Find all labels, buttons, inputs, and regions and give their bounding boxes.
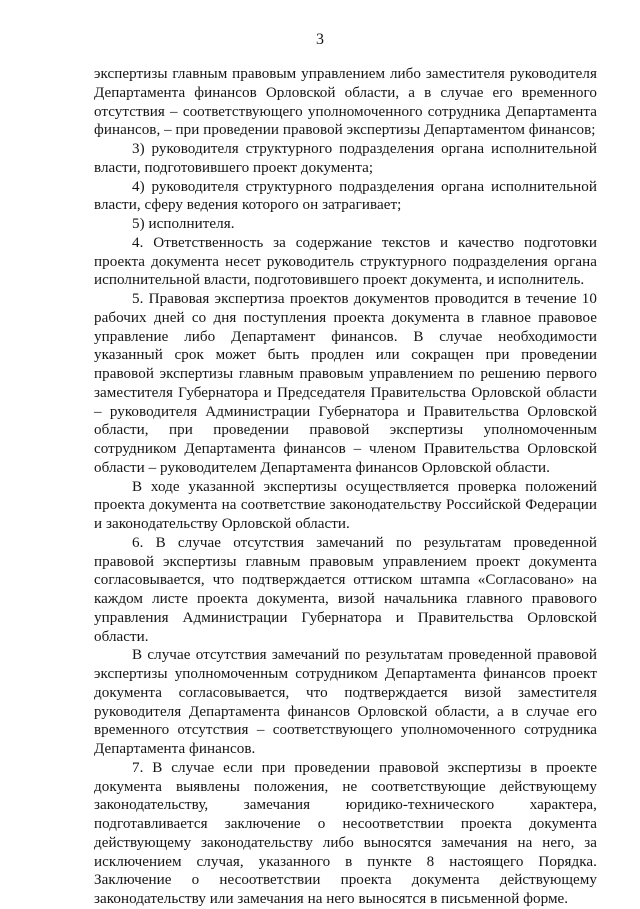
paragraph-section-6-finance: В случае отсутствия замечаний по результатам проведенной правовой экспертизы уполномоченным сотрудником Департамента финансов проект документа согласовывается, что подтверждается визой заместителя руководителя Департамента финансов Орловской области, а в случае его временного отсутствия – соответствующего уполномоченного сотрудника Департамента финансов.	[94, 647, 597, 757]
paragraph-item-5: 5) исполнителя.	[132, 216, 235, 232]
page-number: 3	[316, 31, 324, 48]
paragraph-continuation: экспертизы главным правовым управлением либо заместителя руководителя Департамента финансов Орловской области, а в случае его временного отсутствия – соответствующего уполномоченного сотрудника Департамента финансов, – при проведении правовой экспертизы Департаментом финансов;	[94, 66, 597, 139]
paragraph-section-4: 4. Ответственность за содержание текстов и качество подготовки проекта документа несет руководитель структурного подразделения органа исполнительной власти, подготовившего проект документа, и исполнитель.	[94, 234, 597, 289]
paragraph-item-3: 3) руководителя структурного подразделения органа исполнительной власти, подготовившего проект документа;	[94, 141, 597, 176]
document-body	[94, 65, 597, 909]
paragraph-section-5: 5. Правовая экспертиза проектов документов проводится в течение 10 рабочих дней со дня поступления проекта документа в главное правовое управление либо Департамент финансов. В случае необходимости указанный срок может быть продлен или сокращен при проведении правовой экспертизы главным правовым управлением по решению первого заместителя Губернатора и Председателя Правительства Орловской области – руководителя Администрации Губернатора и Правительства Орловской области, при проведении правовой экспертизы уполномоченным сотрудником Департамента финансов – членом Правительства Орловской области – руководителем Департамента финансов Орловской области.	[94, 291, 597, 476]
paragraph-section-5-note: В ходе указанной экспертизы осуществляется проверка положений проекта документа на соответствие законодательству Российской Федерации и законодательству Орловской области.	[94, 478, 597, 532]
paragraph-section-7: 7. В случае если при проведении правовой экспертизы в проекте документа выявлены положения, не соответствующие действующему законодательству, замечания юридико-технического характера, подготавливается заключение о несоответствии проекта документа действующему законодательству либо выносятся замечания на него, за исключением случая, указанного в пункте 8 настоящего Порядка. Заключение о несоответствии проекта документа действующему законодательству или замечания на него выносятся в письменной форме.	[94, 759, 597, 907]
paragraph-section-6: 6. В случае отсутствия замечаний по результатам проведенной правовой экспертизы главным правовым управлением проект документа согласовывается, что подтверждается оттиском штампа «Согласовано» на каждом листе проекта документа, визой начальника главного правового управления Администрации Губернатора и Правительства Орловской области.	[94, 534, 597, 645]
paragraph-item-4: 4) руководителя структурного подразделения органа исполнительной власти, сферу ведения которого он затрагивает;	[94, 178, 597, 214]
